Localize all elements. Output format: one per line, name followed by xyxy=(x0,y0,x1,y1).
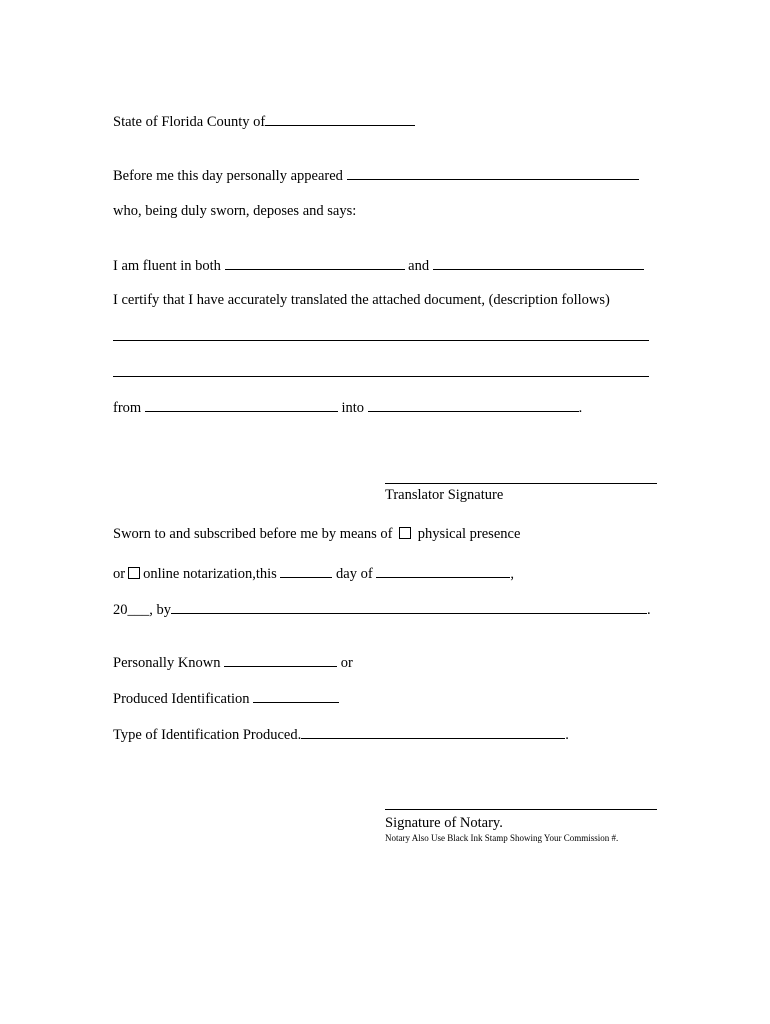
notary-signature-label: Signature of Notary. xyxy=(385,815,503,831)
or-label: or xyxy=(113,566,126,582)
id-type-period: . xyxy=(565,727,569,743)
sworn-deposes-line: who, being duly sworn, deposes and says: xyxy=(113,203,357,219)
month-comma: , xyxy=(510,566,514,582)
personally-known-or: or xyxy=(340,655,353,671)
fluency-and-label: and xyxy=(408,258,430,274)
online-notarization-checkbox[interactable] xyxy=(128,567,140,579)
online-notarization-label: online notarization,this xyxy=(143,566,277,582)
day-field[interactable] xyxy=(280,564,332,578)
description-line-1[interactable] xyxy=(113,340,649,341)
description-line-2[interactable] xyxy=(113,376,649,377)
county-field[interactable] xyxy=(265,112,415,126)
personally-known-label: Personally Known xyxy=(113,655,221,671)
into-language-field[interactable] xyxy=(368,398,579,412)
id-type-line xyxy=(113,725,569,744)
state-county-line xyxy=(113,112,415,131)
personally-known-field[interactable] xyxy=(224,653,337,667)
appearance-line xyxy=(113,166,639,185)
fluency-label: I am fluent in both xyxy=(113,258,221,274)
year-by-period: . xyxy=(647,602,651,618)
fluency-line xyxy=(113,256,644,275)
id-type-field[interactable] xyxy=(301,725,565,739)
affiant-name-field[interactable] xyxy=(347,166,639,180)
from-into-line xyxy=(113,398,582,417)
notary-signature-line[interactable] xyxy=(385,809,657,810)
physical-presence-checkbox[interactable] xyxy=(399,527,411,539)
month-field[interactable] xyxy=(376,564,510,578)
into-label: into xyxy=(341,400,364,416)
language-two-field[interactable] xyxy=(433,256,644,270)
by-name-field[interactable] xyxy=(171,600,647,614)
sworn-line xyxy=(113,525,520,543)
from-label: from xyxy=(113,400,142,416)
year-by-line xyxy=(113,600,651,619)
language-one-field[interactable] xyxy=(225,256,405,270)
from-into-period: . xyxy=(578,400,583,416)
personally-known-line xyxy=(113,653,353,672)
physical-presence-label: physical presence xyxy=(417,526,521,542)
notary-stamp-note: Notary Also Use Black Ink Stamp Showing Your Commission #. xyxy=(385,833,619,843)
id-type-label: Type of Identification Produced. xyxy=(113,727,302,743)
from-language-field[interactable] xyxy=(145,398,338,412)
translator-signature-label: Translator Signature xyxy=(385,487,504,503)
online-line xyxy=(113,564,514,583)
day-of-label: day of xyxy=(336,566,373,582)
produced-id-line xyxy=(113,689,339,708)
translator-signature-line[interactable] xyxy=(385,483,657,484)
state-county-label: State of Florida County of xyxy=(113,114,266,130)
appearance-label: Before me this day personally appeared xyxy=(113,168,343,184)
produced-id-label: Produced Identification xyxy=(113,691,250,707)
sworn-label: Sworn to and subscribed before me by means of xyxy=(113,526,393,542)
certify-line: I certify that I have accurately translated the attached document, (description follows) xyxy=(113,292,610,308)
year-by-label: 20___, by xyxy=(113,602,171,618)
produced-id-field[interactable] xyxy=(253,689,339,703)
